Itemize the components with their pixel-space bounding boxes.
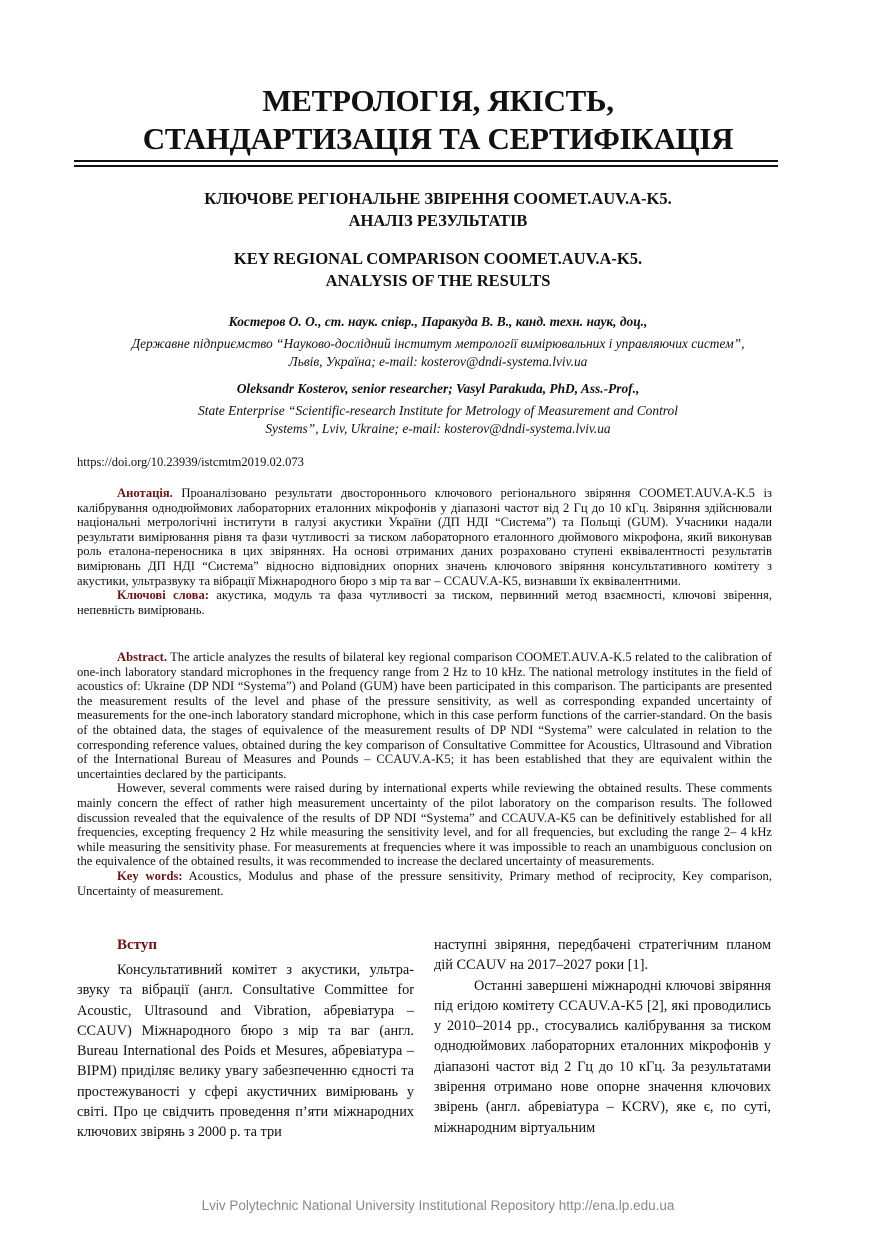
affiliation-ua: Львів, Україна; e-mail: kosterov@dndi-systema.lviv.ua bbox=[288, 354, 588, 369]
left-column bbox=[77, 935, 414, 1143]
right-column bbox=[434, 935, 771, 1138]
intro-paragraph: наступні звіряння, передбачені стратегічним планом дій CCAUV на 2017–2027 роки [1]. bbox=[434, 937, 771, 974]
abstract-label: Abstract. bbox=[117, 650, 168, 664]
affiliation-ua: Державне підприємство “Науково-дослідний інститут метрології вимірювальних і управляючих систем”, bbox=[131, 336, 745, 351]
section-title-line: МЕТРОЛОГІЯ, ЯКІСТЬ, bbox=[262, 83, 614, 118]
intro-heading: Вступ bbox=[117, 937, 157, 953]
section-title bbox=[0, 82, 876, 158]
abstract-text: The article analyzes the results of bilateral key regional comparison COOMET.AUV.A-K.5 related to the calibration of one-inch laboratory standard microphones in the frequency range from 2 Hz to 10 kHz. The national metrology institutes in the field of acoustics of: Ukraine (DP NDI “Systema”) and Poland (GUM) have been participated in this comparison. The participants are presented the measurement results of the level and phase of the pressure sensitivity, as well as corresponding expanded uncertainty of measurements for the one-inch laboratory standard microphone, which in this case perform functions of the carrier-standard. On the basis of the obtained data, the stages of equivalence of the measurement results of DP NDI “Systema” were calculated in relation to the corresponding reference values, obtained during the key comparison of Consultative Committee for Acoustics, Ultrasound and Vibration of the International Bureau of Measures and Pounds – CCAUV.A-K5; it has been established that they are equivalent within the uncertainties declared by the participants. bbox=[77, 650, 772, 781]
title-line: KEY REGIONAL COMPARISON COOMET.AUV.A-K5. bbox=[233, 249, 643, 268]
keywords-ua-label: Ключові слова: bbox=[117, 588, 209, 603]
authors-ua: Костеров О. О., ст. наук. співр., Паракуда В. В., канд. техн. наук, доц., bbox=[228, 314, 648, 329]
annotation-text: Проаналізовано результати двостороннього ключового регіонального звіряння COOMET.AUV.A-K.5 із калібрування однодюймових лабораторних еталонних мікрофонів у діапазоні частот від 2 Гц до 10 кГц. Звіряння здійснювали національні метрологічні інститути в галузі акустики України (ДП НДІ “Система”) та Польщі (GUM). Учасники надали результати вимірювання рівня та фази чутливості за тиском лабораторного еталонного дюймового мікрофона, який виконував роль еталона-переносника в цих звіряннях. На основі отриманих даних розраховано ступені еквівалентності результатів вимірювань ДП НДІ “Система” відносно відповідних опорних значень ключового звіряння консультативного комітету з акустики, ультразвуку та вібрації Міжнародного бюро з мір та ваг – CCAUV.A-K5, визнавши їх еквівалентними. bbox=[77, 486, 772, 588]
section-title-line: СТАНДАРТИЗАЦІЯ ТА СЕРТИФІКАЦІЯ bbox=[142, 121, 734, 156]
keywords-ua: акустика, модуль та фаза чутливості за тиском, первинний метод взаємності, ключові звірення, непевність вимірювань. bbox=[77, 588, 772, 617]
title-line: КЛЮЧОВЕ РЕГІОНАЛЬНЕ ЗВІРЕННЯ COOMET.AUV.A-K5. bbox=[204, 189, 672, 208]
keywords-en-label: Key words: bbox=[117, 868, 183, 883]
keywords-en: Acoustics, Modulus and phase of the pressure sensitivity, Primary method of reciprocity, Key comparison, Uncertainty of measurement. bbox=[77, 868, 772, 898]
title-rule bbox=[74, 165, 778, 167]
paper-title-ua bbox=[0, 188, 876, 232]
abstract-en bbox=[77, 650, 772, 898]
title-line: АНАЛІЗ РЕЗУЛЬТАТІВ bbox=[348, 211, 528, 230]
abstract-text-2: However, several comments were raised during by international experts while reviewing the obtained results. These comments mainly concern the effect of rather high measurement uncertainty of the pilot laboratory on the comparison results. The followed discussion revealed that the equivalence of the results of DP NDI “Systema” and CCAUV.A-K5 can be definitively established for all frequencies, excepting frequency 2 Hz while measuring the sensitivity level, and for all frequencies, but excluding the range 2– 4 kHz while measuring the sensitivity phase. For measurements at frequencies where it was impossible to reach an unambiguous conclusion on the equivalence of the obtained results, it was recommended to increase the declared uncertainty of measurements. bbox=[77, 781, 772, 869]
affiliation-en: State Enterprise “Scientific-research Institute for Metrology of Measurement and Control bbox=[198, 403, 678, 418]
authors-en: Oleksandr Kosterov, senior researcher; Vasyl Parakuda, PhD, Ass.-Prof., bbox=[236, 381, 640, 396]
annotation-label: Анотація. bbox=[117, 486, 173, 500]
doi-link[interactable]: https://doi.org/10.23939/istcmtm2019.02.073 bbox=[77, 455, 304, 469]
repository-footer: Lviv Polytechnic National University Institutional Repository http://ena.lp.edu.ua bbox=[201, 1198, 675, 1213]
authors-ua-block bbox=[60, 313, 816, 371]
title-rule bbox=[74, 160, 778, 162]
affiliation-en: Systems”, Lviv, Ukraine; e-mail: kosterov@dndi-systema.lviv.ua bbox=[265, 421, 611, 436]
intro-paragraph: Останні завершені міжнародні ключові звіряння під егідою комітету CCAUV.A-K5 [2], які проводились у 2010–2014 рр., стосувались калібрування за тиском однодюймових лабораторних еталонних мікрофонів у діапазоні частот від 2 Гц до 10 кГц. За результатами звірення отримано нове опорне значення ключових звірень (англ. абревіатура – KCRV), яке є, по суті, міжнародним віртуальним bbox=[434, 977, 771, 1136]
authors-en-block bbox=[60, 380, 816, 438]
paper-title-en bbox=[0, 248, 876, 292]
annotation-ua bbox=[77, 486, 772, 617]
intro-paragraph: Консультативний комітет з акустики, ультразвуку та вібрації (англ. Consultative Committee for Acoustic, Ultrasound and Vibration, абревіатура – CCAUV) Міжнародного бюро з мір та ваг (англ. Bureau International des Poids et Mesures, абревіатура – BIPM) приділяє велику увагу забезпеченню єдності та простежуваності у сфері акустичних вимірювань у світі. Про це свідчить проведення п’яти міжнародних ключових звірянь з 2000 р. та три bbox=[77, 962, 414, 1141]
title-line: ANALYSIS OF THE RESULTS bbox=[325, 271, 551, 290]
